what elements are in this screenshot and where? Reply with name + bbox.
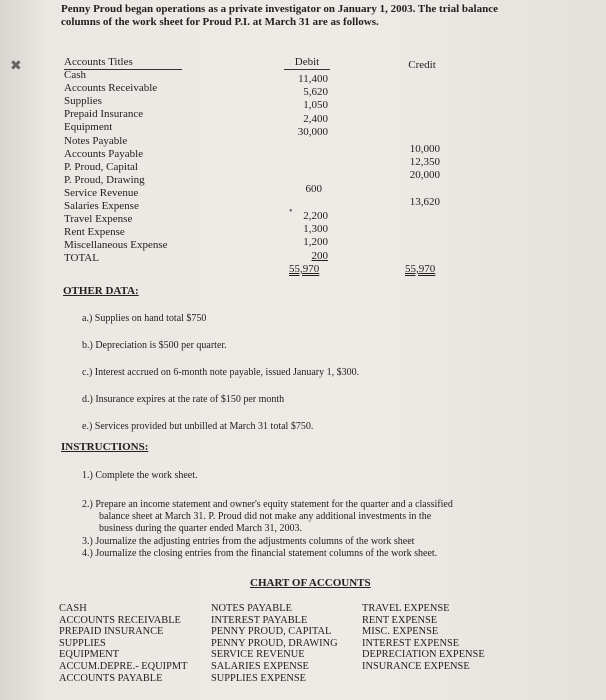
debit-value: 2,400 (303, 113, 328, 125)
coa-item: PENNY PROUD, CAPITAL (211, 626, 332, 638)
instruction-item: 4.) Journalize the closing entries from the financial statement columns of the work sheet. (82, 548, 438, 559)
row-title: Accounts Payable (64, 147, 144, 160)
other-data-item: b.) Depreciation is $500 per quarter. (82, 340, 227, 351)
instruction-item: 1.) Complete the work sheet. (82, 470, 198, 481)
row-title: Salaries Expense (64, 200, 139, 213)
row-title: Supplies (64, 95, 102, 108)
cursor-mark-icon: ✖ (10, 59, 22, 74)
other-data-item: d.) Insurance expires at the rate of $150 per month (82, 394, 285, 405)
coa-item: SERVICE REVENUE (211, 649, 305, 661)
row-title: P. Proud, Drawing (64, 173, 145, 186)
debit-column (286, 73, 328, 263)
coa-item: ACCUM.DEPRE.- EQUIPMT (59, 660, 188, 672)
row-title: TOTAL (64, 252, 99, 265)
row-title: Miscellaneous Expense (64, 239, 168, 252)
coa-item: ACCOUNTS RECEIVABLE (59, 614, 181, 626)
row-title: Accounts Receivable (64, 82, 158, 95)
debit-value: 1,050 (303, 99, 328, 111)
other-data-item: c.) Interest accrued on 6-month note payable, issued January 1, $300. (82, 367, 360, 378)
coa-column-2 (211, 603, 338, 684)
row-title: Equipment (64, 121, 113, 134)
debit-total: 55,970 (289, 263, 320, 275)
intro-line-1: Penny Proud began operations as a private investigator on January 1, 2003. The trial balance (61, 3, 498, 15)
coa-item: INTEREST EXPENSE (362, 637, 460, 649)
coa-item: RENT EXPENSE (362, 614, 438, 626)
row-title: Cash (64, 69, 86, 82)
debit-value: 11,400 (298, 73, 328, 85)
header-accounts-titles: Accounts Titles (64, 56, 182, 70)
coa-item: ACCOUNTS PAYABLE (59, 672, 163, 684)
row-title: Travel Expense (64, 213, 133, 226)
debit-value: 600 (305, 183, 322, 195)
cursor-mark-icon: • (289, 206, 293, 217)
coa-item: DEPRECIATION EXPENSE (362, 649, 485, 661)
coa-column-1 (59, 603, 187, 684)
row-title: Service Revenue (64, 186, 139, 199)
other-data-item: a.) Supplies on hand total $750 (82, 313, 207, 324)
other-data-item: e.) Services provided but unbilled at March 31 total $750. (82, 421, 314, 432)
chart-of-accounts-heading: CHART OF ACCOUNTS (250, 577, 371, 589)
debit-value: 30,000 (297, 126, 328, 138)
row-title: P. Proud, Capital (64, 160, 138, 173)
intro-line-2: columns of the work sheet for Proud P.I. at March 31 are as follows. (61, 16, 379, 28)
other-data-heading: OTHER DATA: (63, 285, 139, 297)
coa-item: NOTES PAYABLE (211, 603, 292, 614)
coa-item: CASH (59, 603, 87, 614)
coa-item: PREPAID INSURANCE (59, 626, 164, 638)
credit-value: 10,000 (409, 143, 440, 155)
instruction-item: 3.) Journalize the adjusting entries from the adjustments columns of the work sheet (82, 536, 415, 547)
row-title: Rent Expense (64, 226, 125, 239)
coa-item: SALARIES EXPENSE (211, 660, 309, 672)
credit-value: 13,620 (409, 196, 440, 208)
debit-value: 2,200 (303, 210, 328, 222)
coa-item: SUPPLIES EXPENSE (211, 672, 306, 684)
header-debit: Debit (284, 56, 330, 70)
row-title: Notes Payable (64, 134, 128, 147)
coa-item: TRAVEL EXPENSE (362, 603, 450, 614)
header-credit: Credit (408, 59, 436, 71)
trial-balance-titles (64, 56, 182, 266)
coa-item: INSURANCE EXPENSE (362, 660, 470, 672)
debit-value: 200 (311, 250, 328, 262)
coa-item: INTEREST PAYABLE (211, 614, 308, 626)
debit-value: 1,200 (303, 236, 328, 248)
instructions-heading: INSTRUCTIONS: (61, 441, 149, 453)
instruction-item: business during the quarter ended March 31, 2003. (99, 523, 303, 534)
debit-value: 1,300 (303, 223, 328, 235)
row-title: Prepaid Insurance (64, 108, 144, 121)
credit-value: 20,000 (409, 169, 440, 181)
coa-item: SUPPLIES (59, 637, 106, 649)
coa-column-3 (362, 603, 485, 673)
coa-item: MISC. EXPENSE (362, 626, 439, 638)
credit-column (400, 143, 440, 213)
debit-value: 5,620 (303, 86, 328, 98)
instruction-item: 2.) Prepare an income statement and owner's equity statement for the quarter and a classified (82, 499, 453, 510)
credit-total: 55,970 (405, 263, 436, 275)
coa-item: PENNY PROUD, DRAWING (211, 637, 338, 649)
credit-value: 12,350 (409, 156, 440, 168)
instruction-item: balance sheet at March 31. P. Proud did not make any additional investments in the (99, 511, 432, 522)
coa-item: EQUIPMENT (59, 649, 120, 661)
